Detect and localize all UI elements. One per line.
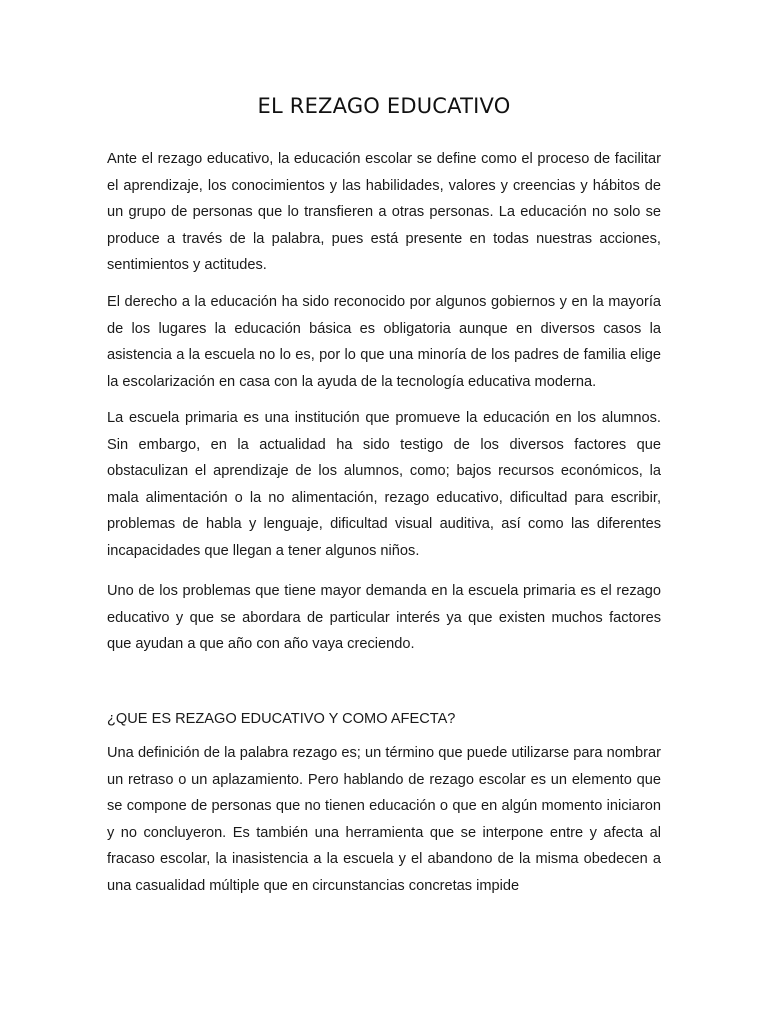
paragraph-problem: Uno de los problemas que tiene mayor demanda en la escuela primaria es el rezago educativo y que se abordara de particular interés ya que existen muchos factores que ayudan a que año con año vaya creciendo. — [107, 583, 661, 653]
paragraph-primary-school: La escuela primaria es una institución que promueve la educación en los alumnos. Sin embargo, en la actualidad ha sido testigo de los diversos factores que obstaculizan el aprendizaje de los alumnos, como; bajos recursos económicos, la mala alimentación o la no alimentación, rezago educativo, dificultad para escribir, problemas de habla y lenguaje, dificultad visual auditiva, así como las diferentes incapacidades que llegan a tener algunos niños. — [107, 410, 661, 559]
paragraph-definition: Una definición de la palabra rezago es; un término que puede utilizarse para nombrar un retraso o un aplazamiento. Pero hablando de rezago escolar es un elemento que se compone de personas que no tienen educación o que en algún momento iniciaron y no concluyeron. Es también una herramienta que se interpone entre y afecta al fracaso escolar, la inasistencia a la escuela y el abandono de la misma obedecen a una casualidad múltiple que en circunstancias concretas impide — [107, 745, 661, 894]
paragraph-right-to-education: El derecho a la educación ha sido reconocido por algunos gobiernos y en la mayoría de los lugares la educación básica es obligatoria aunque en diversos casos la asistencia a la escuela no lo es, por lo que una minoría de los padres de familia elige la escolarización en casa con la ayuda de la tecnología educativa moderna. — [107, 294, 661, 390]
document-title: EL REZAGO EDUCATIVO — [257, 94, 511, 118]
paragraph-intro: Ante el rezago educativo, la educación escolar se define como el proceso de facilitar el aprendizaje, los conocimientos y las habilidades, valores y creencias y hábitos de un grupo de personas que lo transfieren a otras personas. La educación no solo se produce a través de la palabra, pues está presente en todas nuestras acciones, sentimientos y actitudes. — [107, 151, 661, 274]
section-heading: ¿QUE ES REZAGO EDUCATIVO Y COMO AFECTA? — [107, 711, 456, 727]
